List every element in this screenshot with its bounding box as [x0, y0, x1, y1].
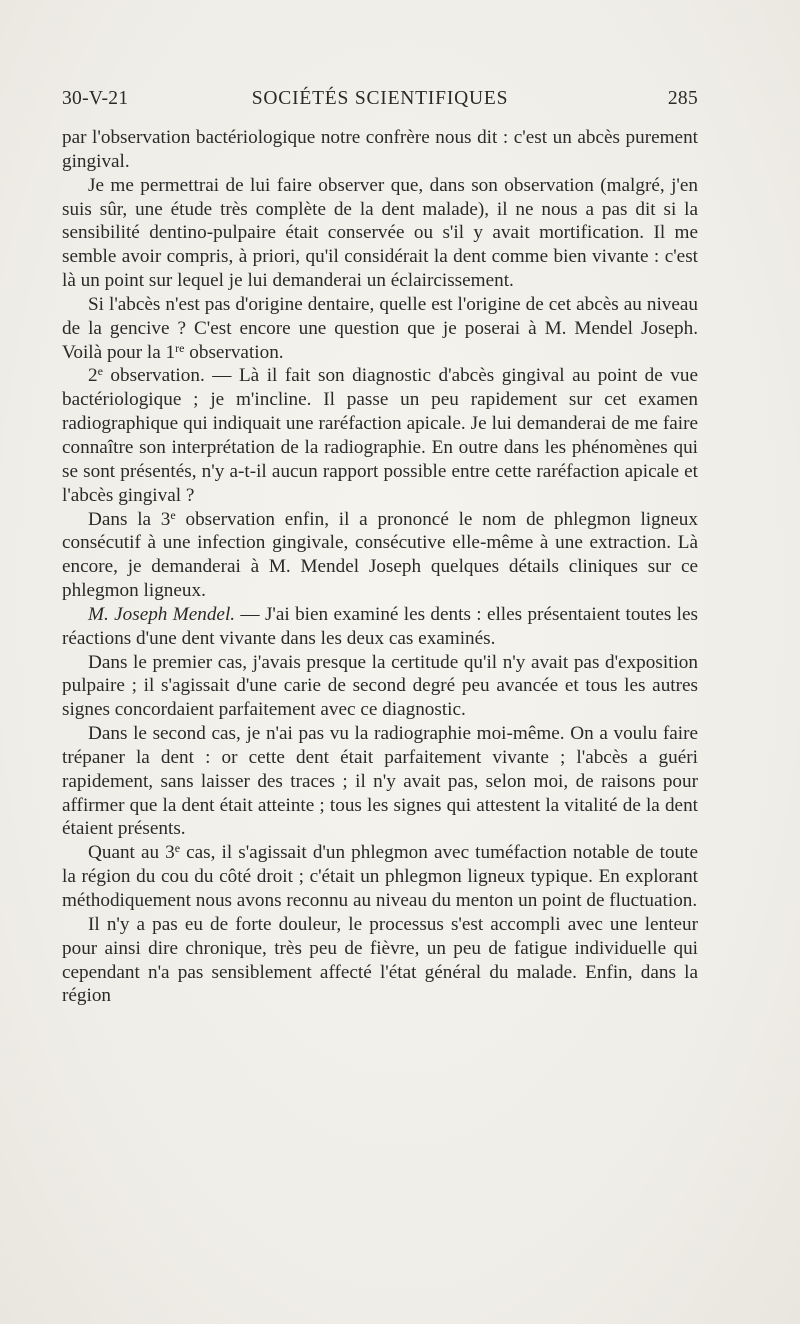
text-run: 2 [88, 365, 98, 387]
paragraph [62, 126, 698, 174]
text-run: Dans la 3 [88, 508, 171, 530]
text-run: cas, il s'agissait d'un phlegmon avec tuméfaction notable de toute la région du cou du côté droit ; c'était un phlegmon ligneux typique. En explorant méthodiquement nous avons reconnu au niveau du menton un point de fluctuation. [62, 842, 698, 911]
paragraph [62, 603, 698, 651]
text-run: Dans le premier cas, j'avais presque la certitude qu'il n'y avait pas d'exposition pulpaire ; il s'agissait d'une carie de second degré peu avancée et tous les autres signes concordaient parfaitement avec ce diagnostic. [62, 651, 698, 721]
text-run: Si l'abcès n'est pas d'origine dentaire, quelle est l'origine de cet abcès au niveau de la gencive ? C'est encore une question que je poserai à M. Mendel Joseph. Voilà pour la 1 [62, 293, 698, 363]
speaker-name: M. Joseph Mendel. [88, 603, 236, 625]
superscript: re [175, 340, 185, 355]
header-title: SOCIÉTÉS SCIENTIFIQUES [251, 88, 509, 109]
text-run: par l'observation bactériologique notre confrère nous dit : c'est un abcès purement gingival. [62, 127, 698, 172]
paragraph [62, 651, 698, 723]
text-run: Je me permettrai de lui faire observer que, dans son observation (malgré, j'en suis sûr, une étude très complète de la dent malade), il ne nous a pas dit si la sensibilité dentino-pulpaire était conservée ou s'il y avait mortification. Il me semble avoir compris, à priori, qu'il considérait la dent comme bien vivante : c'est là un point sur lequel je lui demanderai un éclaircissement. [62, 174, 698, 292]
paragraph [62, 913, 698, 1008]
paragraph [62, 174, 698, 293]
superscript: e [97, 364, 103, 379]
paragraph [62, 364, 698, 507]
page-number: 285 [667, 88, 698, 109]
text-run: observation. [184, 341, 284, 363]
running-header [62, 88, 698, 118]
paragraph [62, 841, 698, 913]
body-text [62, 126, 698, 1008]
text-run: Dans le second cas, je n'ai pas vu la radiographie moi-même. On a voulu faire trépaner la dent : or cette dent était parfaitement vivante ; l'abcès a guéri rapidement, sans laisser des traces ; il n'y avait pas, selon moi, de raisons pour affirmer que la dent était atteinte ; tous les signes qui attestent la vitalité de la dent étaient présents. [62, 723, 698, 840]
text-run: — J'ai bien examiné les dents : elles présentaient toutes les réactions d'une dent vivante dans les deux cas examinés. [62, 603, 698, 649]
paragraph [62, 508, 698, 603]
superscript: e [174, 841, 181, 856]
paragraph [62, 722, 698, 841]
superscript: e [170, 507, 176, 522]
text-run: Il n'y a pas eu de forte douleur, le processus s'est accompli avec une lenteur pour ainsi dire chronique, très peu de fièvre, un peu de fatigue individuelle qui cependant n'a pas sensiblement affecté l'état général du malade. Enfin, dans la région [62, 913, 698, 1007]
paragraph [62, 293, 698, 365]
text-run: Quant au 3 [88, 842, 175, 864]
text-run: observation enfin, il a prononcé le nom de phlegmon ligneux consécutif à une infection gingivale, consécutive elle-même à une extraction. Là encore, je demanderai à M. Mendel Joseph quelques détails cliniques sur ce phlegmon ligneux. [62, 508, 698, 602]
header-date: 30-V-21 [62, 88, 129, 109]
text-run: observation. — Là il fait son diagnostic d'abcès gingival au point de vue bactériologique ; je m'incline. Il passe un peu rapidement sur cet examen radiographique qui indiquait une raréfaction apicale. Je lui demanderai de me faire connaître son interprétation de la radiographie. En outre dans les phénomènes qui se sont présentés, n'y a-t-il aucun rapport possible entre cette raréfaction apicale et l'abcès gingival ? [62, 365, 698, 506]
